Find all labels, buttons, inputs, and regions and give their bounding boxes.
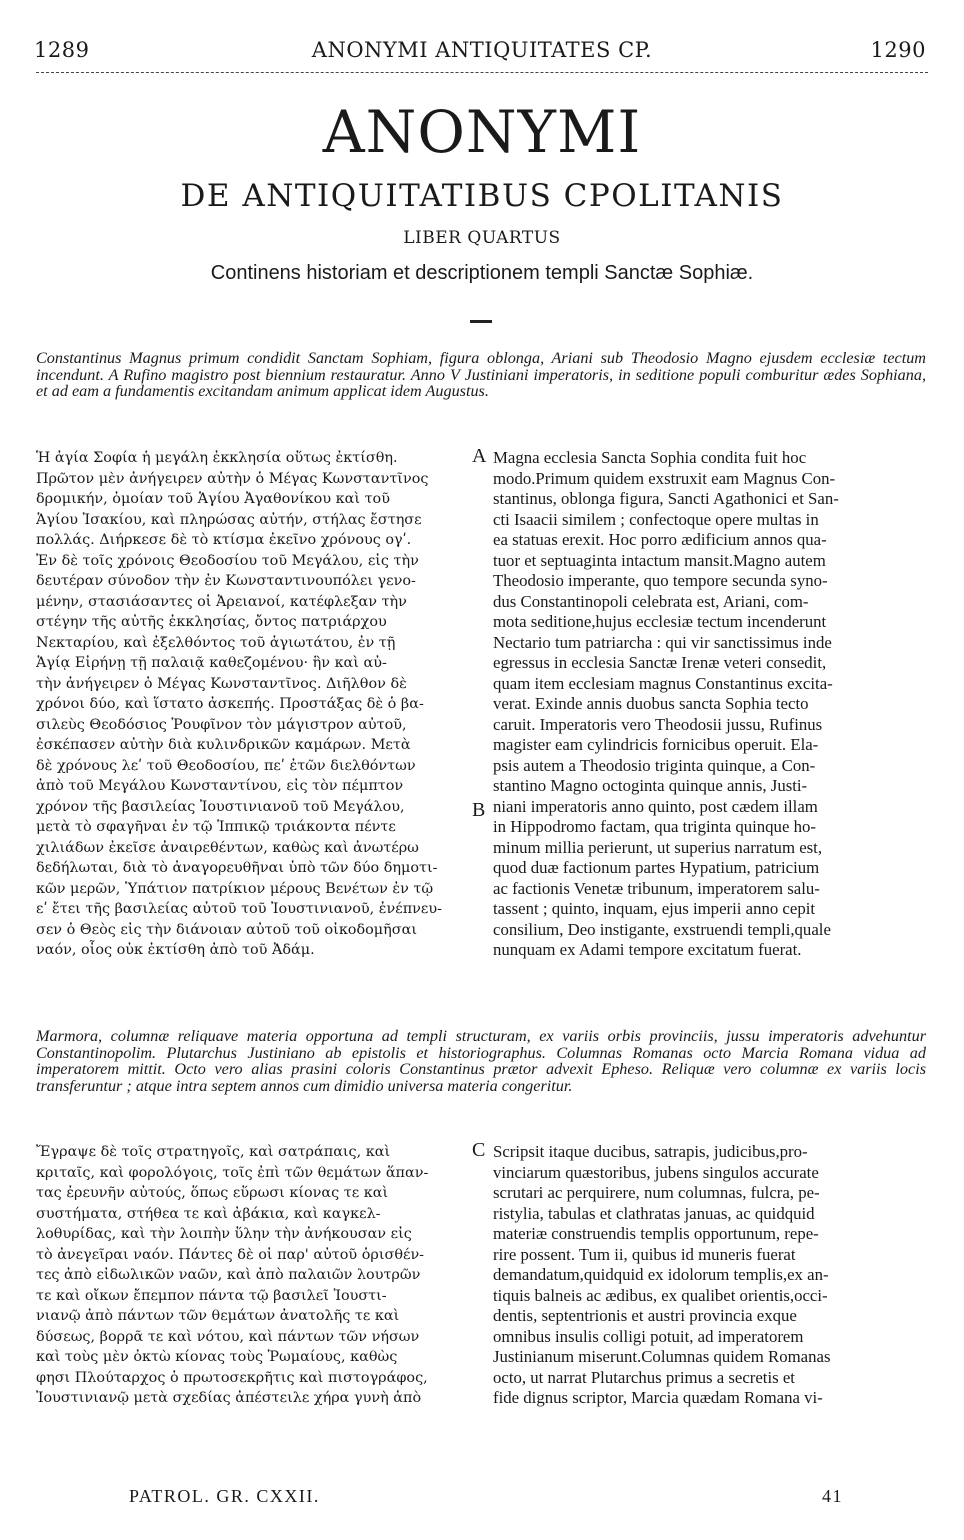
latin-column-2 xyxy=(493,1142,927,1409)
text-line: ναόν, οἷος οὐκ ἐκτίσθη ἀπὸ τοῦ Ἀδάμ. xyxy=(36,942,315,958)
text-line: τε καὶ οἴκων ἔπεμπον πάντα τῷ βασιλεῖ Ἰουστι- xyxy=(36,1287,387,1304)
text-line: χιλιάδων ἐκεῖσε ἀναιρεθέντων, καθὼς καὶ ἀνωτέρω xyxy=(36,839,419,856)
text-line: δρομικήν, ὁμοίαν τοῦ Ἁγίου Ἀγαθονίκου καὶ τοῦ xyxy=(36,491,390,507)
text-line: μένην, στασιάσαντες οἱ Ἀρειανοί, κατέφλεξαν τὴν xyxy=(36,593,407,610)
text-line: τὴν ἀνήγειρεν ὁ Μέγας Κωνσταντῖνος. Διῆλθον δὲ xyxy=(36,675,407,692)
text-line: octo, ut narrat Plutarchus primus a secretis et xyxy=(493,1367,795,1387)
text-line: Πρῶτον μὲν ἀνήγειρεν αὐτὴν ὁ Μέγας Κωνσταντῖνος xyxy=(36,470,429,487)
text-line: πολλάς. Διήρκεσε δὲ τὸ κτίσμα ἐκεῖνο χρόνους ογʹ. xyxy=(36,532,412,548)
text-line: dus Constantinopoli celebrata est, Ariani, com- xyxy=(493,591,809,611)
text-line: Justinianum miserunt.Columnas quidem Romanas xyxy=(493,1347,831,1366)
text-line: κριταῖς, καὶ φορολόγοις, τοῖς ἐπὶ τῶν θεμάτων ἅπαν- xyxy=(36,1164,429,1181)
text-line: vinciarum quæstoribus, jubens singulos accurate xyxy=(493,1162,819,1182)
text-line: ea statuas erexit. Hoc porro ædificium annos qua- xyxy=(493,530,827,549)
text-line: in Hippodromo factam, qua triginta quinque ho- xyxy=(493,817,816,836)
text-line: tiquis balneis ac ædibus, ex qualibet orientis,occi- xyxy=(493,1285,828,1305)
text-line: Magna ecclesia Sancta Sophia condita fuit hoc xyxy=(493,448,807,467)
text-line: ac factionis Venetæ tribunum, imperatorem salu- xyxy=(493,878,820,898)
text-line: δευτέραν σύνοδον τὴν ἐν Κωνσταντινουπόλει γενο- xyxy=(36,573,416,589)
book-description: Continens historiam et descriptionem templi Sanctæ Sophiæ. xyxy=(210,262,754,284)
text-line: Ἐν δὲ τοῖς χρόνοις Θεοδοσίου τοῦ Μεγάλου, εἰς τὴν xyxy=(36,552,419,569)
book-label: LIBER QUARTUS xyxy=(403,228,561,248)
text-line: omnibus insulis colligi potuit, ad imperatorem xyxy=(493,1326,804,1346)
text-line: μετὰ τὸ σφαγῆναι ἐν τῷ Ἱππικῷ τριάκοντα πέντε xyxy=(36,819,396,835)
text-line: τες ἀπὸ εἰδωλικῶν ναῶν, καὶ ἀπὸ παλαιῶν λουτρῶν xyxy=(36,1267,421,1283)
text-line: Ἰουστινιανῷ μετὰ σχεδίας ἀπέστειλε χήρα γυνὴ ἀπὸ xyxy=(36,1390,422,1406)
text-line: χρόνοι δύο, καὶ ἵστατο ἀσκεπής. Προστάξας δὲ ὁ βα- xyxy=(36,696,424,712)
text-line: Theodosio imperante, quo tempore secunda syno- xyxy=(493,571,828,590)
text-line: nunquam ex Adami tempore excitatum fuerat. xyxy=(493,940,802,959)
text-line: consilium, Deo instigante, exstruendi templi,quale xyxy=(493,919,831,939)
text-line: magister eam cylindricis fornicibus operuit. Ela- xyxy=(493,735,819,754)
text-line: caruit. Imperatoris vero Theodosii jussu, Rufinus xyxy=(493,714,823,734)
text-line: δύσεως, βορρᾶ τε καὶ νότου, καὶ πάντων τῶν νήσων xyxy=(36,1328,420,1345)
text-line: Scripsit itaque ducibus, satrapis, judicibus,pro- xyxy=(493,1142,808,1161)
text-line: Νεκταρίου, καὶ ἐξελθόντος τοῦ ἁγιωτάτου, ἐν τῇ xyxy=(36,634,396,651)
text-line: κῶν μερῶν, Ὑπάτιον πατρίκιον μέρους Βενέτων ἐν τῷ xyxy=(36,880,434,897)
latin-column-1 xyxy=(493,448,927,961)
text-line: quod duæ factionum partes Hypatium, patricium xyxy=(493,858,820,877)
margin-marker-c: C xyxy=(472,1139,486,1161)
text-line: rire possent. Tum ii, quibus id muneris fuerat xyxy=(493,1244,796,1264)
text-line: dentis, septentrionis et austri provincia exque xyxy=(493,1306,797,1325)
text-line: Nectario tum patriarcha : qui vir sanctissimus inde xyxy=(493,632,832,652)
text-line: tuor et septuaginta intactum mansit.Magno autem xyxy=(493,550,826,570)
text-line: σιλεὺς Θεοδόσιος Ῥουφῖνον τὸν μάγιστρον αὐτοῦ, xyxy=(36,716,407,733)
text-line: λοθυρίδας, καὶ τὴν λοιπὴν ὕλην τὴν ἀνήκουσαν εἰς xyxy=(36,1226,412,1242)
text-line: ἀπὸ τοῦ Μεγάλου Κωνσταντίνου, εἰς τὸν πέμπτον xyxy=(36,778,404,794)
text-line: χρόνον τῆς βασιλείας Ἰουστινιανοῦ τοῦ Μεγάλου, xyxy=(36,798,405,815)
text-line: τὸ ἀνεγεῖραι ναόν. Πάντες δὲ οἱ παρ' αὐτοῦ ὁρισθέν- xyxy=(36,1246,425,1263)
text-line: Ἡ ἁγία Σοφία ἡ μεγάλη ἐκκλησία οὕτως ἐκτίσθη. xyxy=(36,450,398,466)
text-line: ristylia, tabulas et clathratas januas, ac quidquid xyxy=(493,1203,815,1223)
page-number-right: 1290 xyxy=(870,38,926,62)
text-line: Ἁγίου Ἰσακίου, καὶ πληρώσας αὐτήν, στήλας ἔστησε xyxy=(36,511,422,528)
text-line: εʹ ἔτει τῆς βασιλείας αὐτοῦ τοῦ Ἰουστινιανοῦ, ἐνέπνευ- xyxy=(36,901,442,917)
text-line: τας ἐρευνῆν αὐτούς, ὅπως εὕρωσι κίονας τε καὶ xyxy=(36,1185,389,1201)
text-line: stantinus, oblonga figura, Sancti Agathonici et San- xyxy=(493,489,839,508)
text-line: modo.Primum quidem exstruxit eam Magnus Con- xyxy=(493,468,836,488)
page-title: ANONYMI xyxy=(322,98,642,166)
text-line: Ἔγραψε δὲ τοῖς στρατηγοῖς, καὶ σατράπαις, καὶ xyxy=(36,1144,391,1160)
text-line: egressus in ecclesia Sanctæ Irenæ veteri consedit, xyxy=(493,653,827,672)
margin-marker-b: B xyxy=(472,799,486,821)
chapter-summary-1: Constantinus Magnus primum condidit Sanctam Sophiam, figura oblonga, Ariani sub Theodosio Magno ejusdem ecclesiæ tectum incendunt. A Rufino magistro post biennium restauratur. Anno V Justiniani imperatoris, in seditione populi comburitur ædes Sophiana, et ad eam a fundamentis excitandam animum applicat idem Augustus. xyxy=(36,349,926,400)
text-line: verat. Exinde annis duobus sancta Sophia tecto xyxy=(493,694,809,713)
text-line: scrutari ac perquirere, num columnas, fulcra, pe- xyxy=(493,1183,820,1202)
greek-column-1 xyxy=(36,448,461,961)
text-line: cti Isaacii similem ; confectoque opere multas in xyxy=(493,509,819,529)
text-line: στέγην τῆς αὐτῆς ἐκκλησίας, ὄντος πατριάρχου xyxy=(36,614,387,630)
section-dash xyxy=(470,320,492,323)
text-line: σεν ὁ Θεὸς εἰς τὴν διάνοιαν αὐτοῦ τοῦ οἰκοδομῆσαι xyxy=(36,921,417,938)
margin-marker-a: A xyxy=(472,445,487,467)
text-line: stantino Magno octoginta quinque annis, Justi- xyxy=(493,776,808,795)
text-line: niani imperatoris anno quinto, post cædem illam xyxy=(493,796,818,816)
text-line: φησι Πλούταρχος ὁ πρωτοσεκρῆτις καὶ πιστογράφος, xyxy=(36,1369,428,1386)
footer-series: PATROL. GR. CXXII. xyxy=(129,1486,320,1506)
header-rule xyxy=(36,72,928,73)
text-line: quam item ecclesiam magnus Constantinus excita- xyxy=(493,673,833,693)
text-line: demandatum,quidquid ex idolorum templis,ex an- xyxy=(493,1265,829,1284)
greek-column-2 xyxy=(36,1142,461,1409)
text-line: tassent ; quinto, inquam, ejus imperii anno cepit xyxy=(493,899,816,918)
page-number-left: 1289 xyxy=(34,38,90,62)
text-line: fide dignus scriptor, Marcia quædam Romana vi- xyxy=(493,1388,823,1407)
chapter-summary-2: Marmora, columnæ reliquave materia opportuna ad templi structuram, ex variis orbis provinciis, jussu imperatoris advehuntur Constantinopolim. Plutarchus Justiniano ab epistolis et historiographus. Columnas Romanas octo Marcia Romana vidua ad imperatorem mittit. Octo vero alias prasini coloris Constantinus prætor advexit Epheso. Reliquæ vero columnæ ex variis locis transferuntur ; atque intra septem annos cum dimidio universa materia congeritur. xyxy=(36,1027,926,1095)
footer-signature: 41 xyxy=(822,1486,843,1506)
page-subtitle: DE ANTIQUITATIBUS CPOLITANIS xyxy=(180,178,784,214)
text-line: δεδήλωται, διὰ τὸ ἀναγορευθῆναι ὑπὸ τῶν δύο δημοτι- xyxy=(36,860,438,876)
text-line: δὲ χρόνους λεʹ τοῦ Θεοδοσίου, πεʹ ἐτῶν διελθόντων xyxy=(36,757,416,774)
text-line: psis autem a Theodosio triginta quinque, a Con- xyxy=(493,755,816,775)
text-line: mota seditione,hujus ecclesiæ tectum incenderunt xyxy=(493,612,827,631)
running-title: ANONYMI ANTIQUITATES CP. xyxy=(311,38,653,62)
text-line: ἐσκέπασεν αὐτὴν διὰ κυλινδρικῶν καμάρων. Μετὰ xyxy=(36,737,411,753)
text-line: materiæ construendis templis opportunum, repe- xyxy=(493,1224,819,1243)
text-line: καὶ τοὺς μὲν ὀκτὼ κίονας τοὺς Ῥωμαίους, καθὼς xyxy=(36,1349,398,1365)
text-line: minum millia perierunt, ut superius narratum est, xyxy=(493,837,823,857)
text-line: νιανῷ ἀπὸ πάντων τῶν θεμάτων ἀνατολῆς τε καὶ xyxy=(36,1308,400,1324)
text-line: Ἁγίᾳ Εἰρήνῃ τῇ παλαιᾷ καθεζομένου· ἣν καὶ αὐ- xyxy=(36,655,387,671)
text-line: συστήματα, στήθεα τε καὶ ἀβάκια, καὶ καγκελ- xyxy=(36,1205,381,1222)
